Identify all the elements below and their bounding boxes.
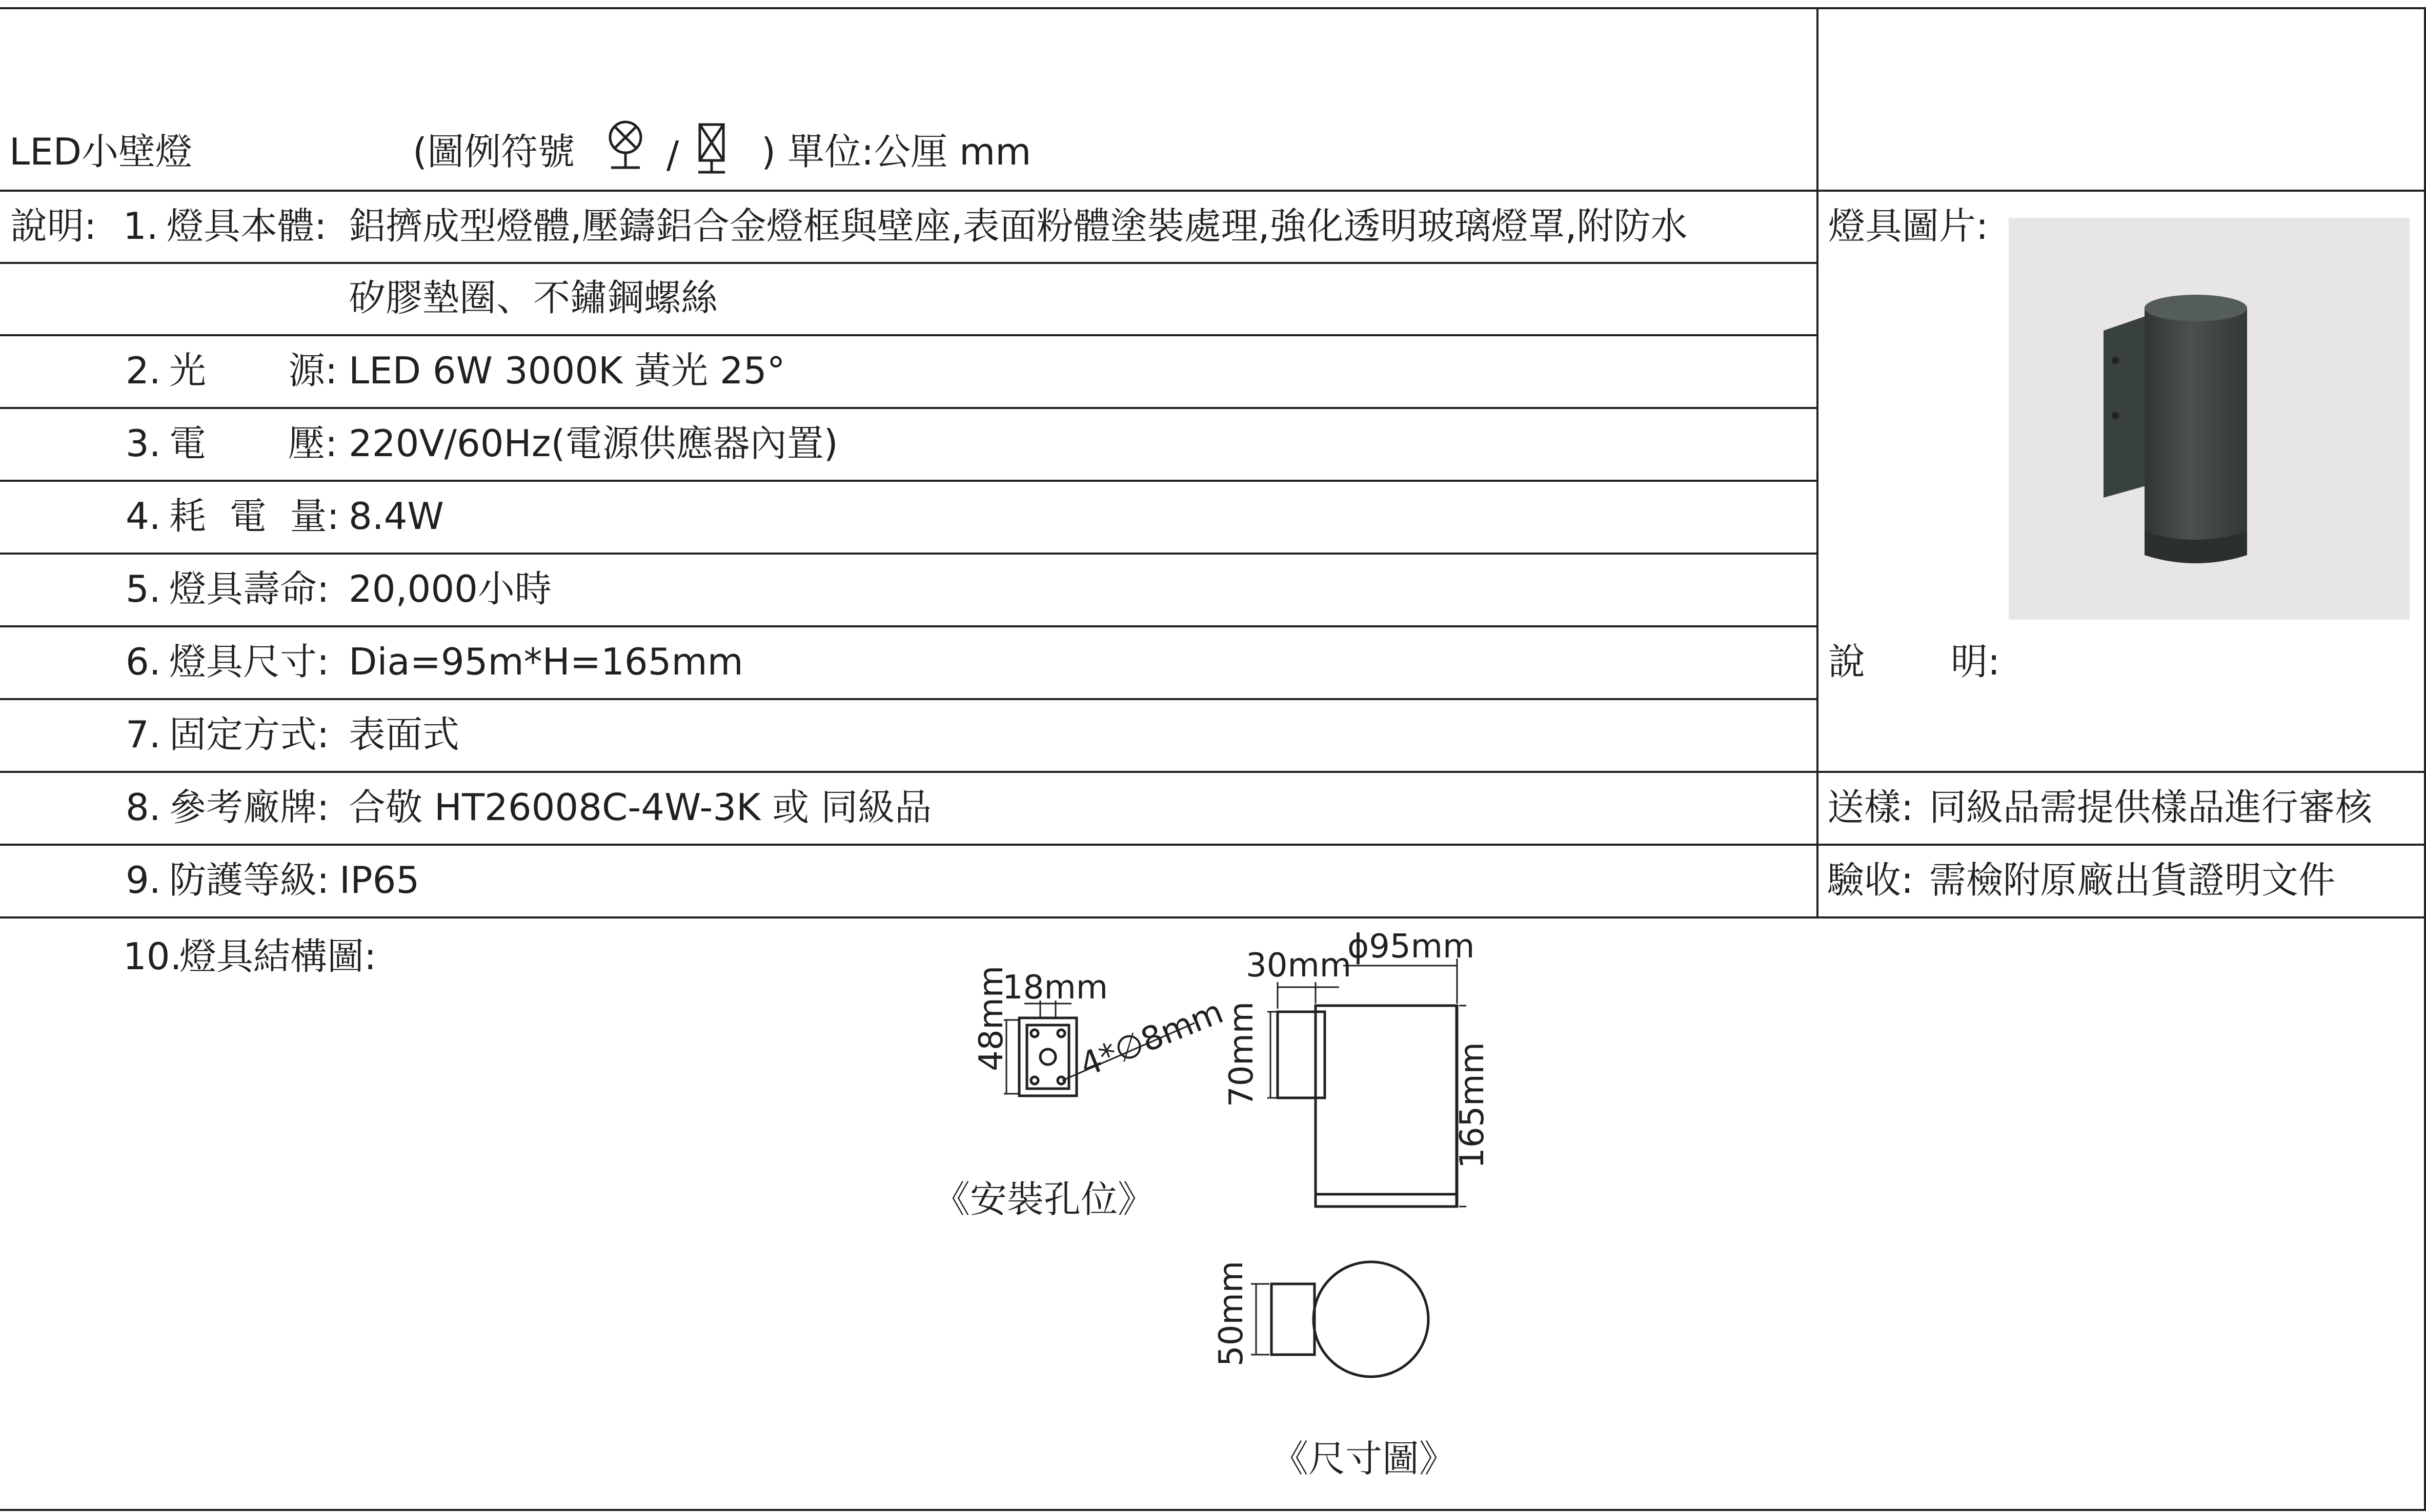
- dim-plate-width: 18mm: [1002, 969, 1108, 1007]
- column-divider: [1816, 7, 1818, 918]
- spec-value: Dia=95m*H=165mm: [349, 640, 743, 683]
- rule: [0, 407, 1818, 409]
- spec-key: 參考廠牌:: [169, 786, 330, 829]
- spec-num: 8.: [126, 786, 161, 829]
- spec-key: 電: [169, 422, 207, 465]
- rule: [0, 771, 2426, 773]
- spec-num: 3.: [126, 422, 161, 465]
- border-top: [0, 7, 2426, 9]
- sample-text: 同級品需提供樣品進行審核: [1929, 786, 2373, 829]
- photo-label: 燈具圖片:: [1828, 205, 1989, 248]
- spec-num: 9.: [126, 859, 161, 902]
- spec-value: 合敬 HT26008C-4W-3K 或 同級品: [349, 786, 932, 829]
- spec-value: 8.4W: [349, 495, 444, 538]
- note-label: 說: [1828, 640, 1866, 683]
- side-view-drawing: [1267, 958, 1466, 1207]
- spec-value: 20,000小時: [349, 567, 552, 610]
- rule: [0, 625, 1818, 627]
- spec-key: 燈具本體:: [167, 205, 327, 248]
- caption-dimension-drawing: 《尺寸圖》: [1271, 1437, 1457, 1480]
- spec-key: 防護等級:: [169, 859, 330, 902]
- dim-diameter: ϕ95mm: [1347, 928, 1475, 966]
- spec-key: 源:: [288, 349, 338, 392]
- spec-num: 2.: [126, 349, 161, 392]
- dim-plate-height: 48mm: [973, 965, 1010, 1071]
- spec-value: 220V/60Hz(電源供應器內置): [349, 422, 838, 465]
- spec-key: 燈具結構圖:: [179, 935, 377, 978]
- product-photo: [2009, 218, 2410, 620]
- dim-bracket-width: 30mm: [1246, 947, 1352, 985]
- spec-key: 耗 電 量:: [169, 495, 339, 538]
- spec-num: 5.: [126, 567, 161, 610]
- spec-value: 表面式: [349, 713, 460, 756]
- dim-front-bracket: 50mm: [1212, 1260, 1250, 1366]
- spec-label: 說明:: [10, 205, 97, 248]
- legend-symbol-wall-icon: [698, 125, 725, 172]
- caption-install-holes: 《安裝孔位》: [933, 1178, 1155, 1221]
- dim-bracket-height: 70mm: [1223, 1001, 1261, 1107]
- legend-prefix: (圖例符號: [413, 130, 575, 173]
- rule: [0, 553, 1818, 555]
- spec-key: 壓:: [288, 422, 338, 465]
- spec-num: 10.: [123, 935, 182, 978]
- sample-label: 送樣:: [1827, 786, 1914, 829]
- rule: [0, 190, 2426, 192]
- rule: [0, 698, 1818, 700]
- rule: [0, 334, 1818, 336]
- rule: [0, 844, 2426, 846]
- acceptance-label: 驗收:: [1827, 859, 1914, 902]
- rule: [0, 480, 1818, 482]
- wall-light-photo: [2009, 218, 2410, 620]
- spec-value: IP65: [339, 859, 420, 902]
- spec-key: 光: [169, 349, 207, 392]
- spec-num: 7.: [126, 713, 161, 756]
- border-bottom: [0, 1509, 2426, 1511]
- product-name: LED小壁燈: [9, 130, 193, 173]
- spec-value: 鋁擠成型燈體,壓鑄鋁合金燈框與壁座,表面粉體塗裝處理,強化透明玻璃燈罩,附防水: [349, 205, 1688, 248]
- note-label: 明:: [1951, 640, 2000, 683]
- legend-separator: /: [666, 133, 679, 176]
- spec-num: 4.: [126, 495, 161, 538]
- spec-key: 固定方式:: [169, 713, 330, 756]
- dim-holes: 4*∅8mm: [1075, 993, 1229, 1085]
- front-view-drawing: [1251, 1262, 1428, 1377]
- spec-key: 燈具壽命:: [169, 567, 330, 610]
- spec-num: 6.: [126, 640, 161, 683]
- dim-total-height: 165mm: [1453, 1042, 1491, 1169]
- acceptance-text: 需檢附原廠出貨證明文件: [1929, 859, 2336, 902]
- rule: [0, 262, 1818, 264]
- spec-value: LED 6W 3000K 黃光 25°: [349, 349, 785, 392]
- border-right: [2424, 7, 2426, 1511]
- unit-label: ) 單位:公厘 mm: [761, 130, 1032, 173]
- spec-value-continued: 矽膠墊圈、不鏽鋼螺絲: [349, 276, 718, 319]
- spec-num: 1.: [123, 205, 158, 248]
- rule: [0, 916, 2426, 918]
- spec-key: 燈具尺寸:: [169, 640, 330, 683]
- legend-symbol-ceiling-icon: [610, 122, 641, 168]
